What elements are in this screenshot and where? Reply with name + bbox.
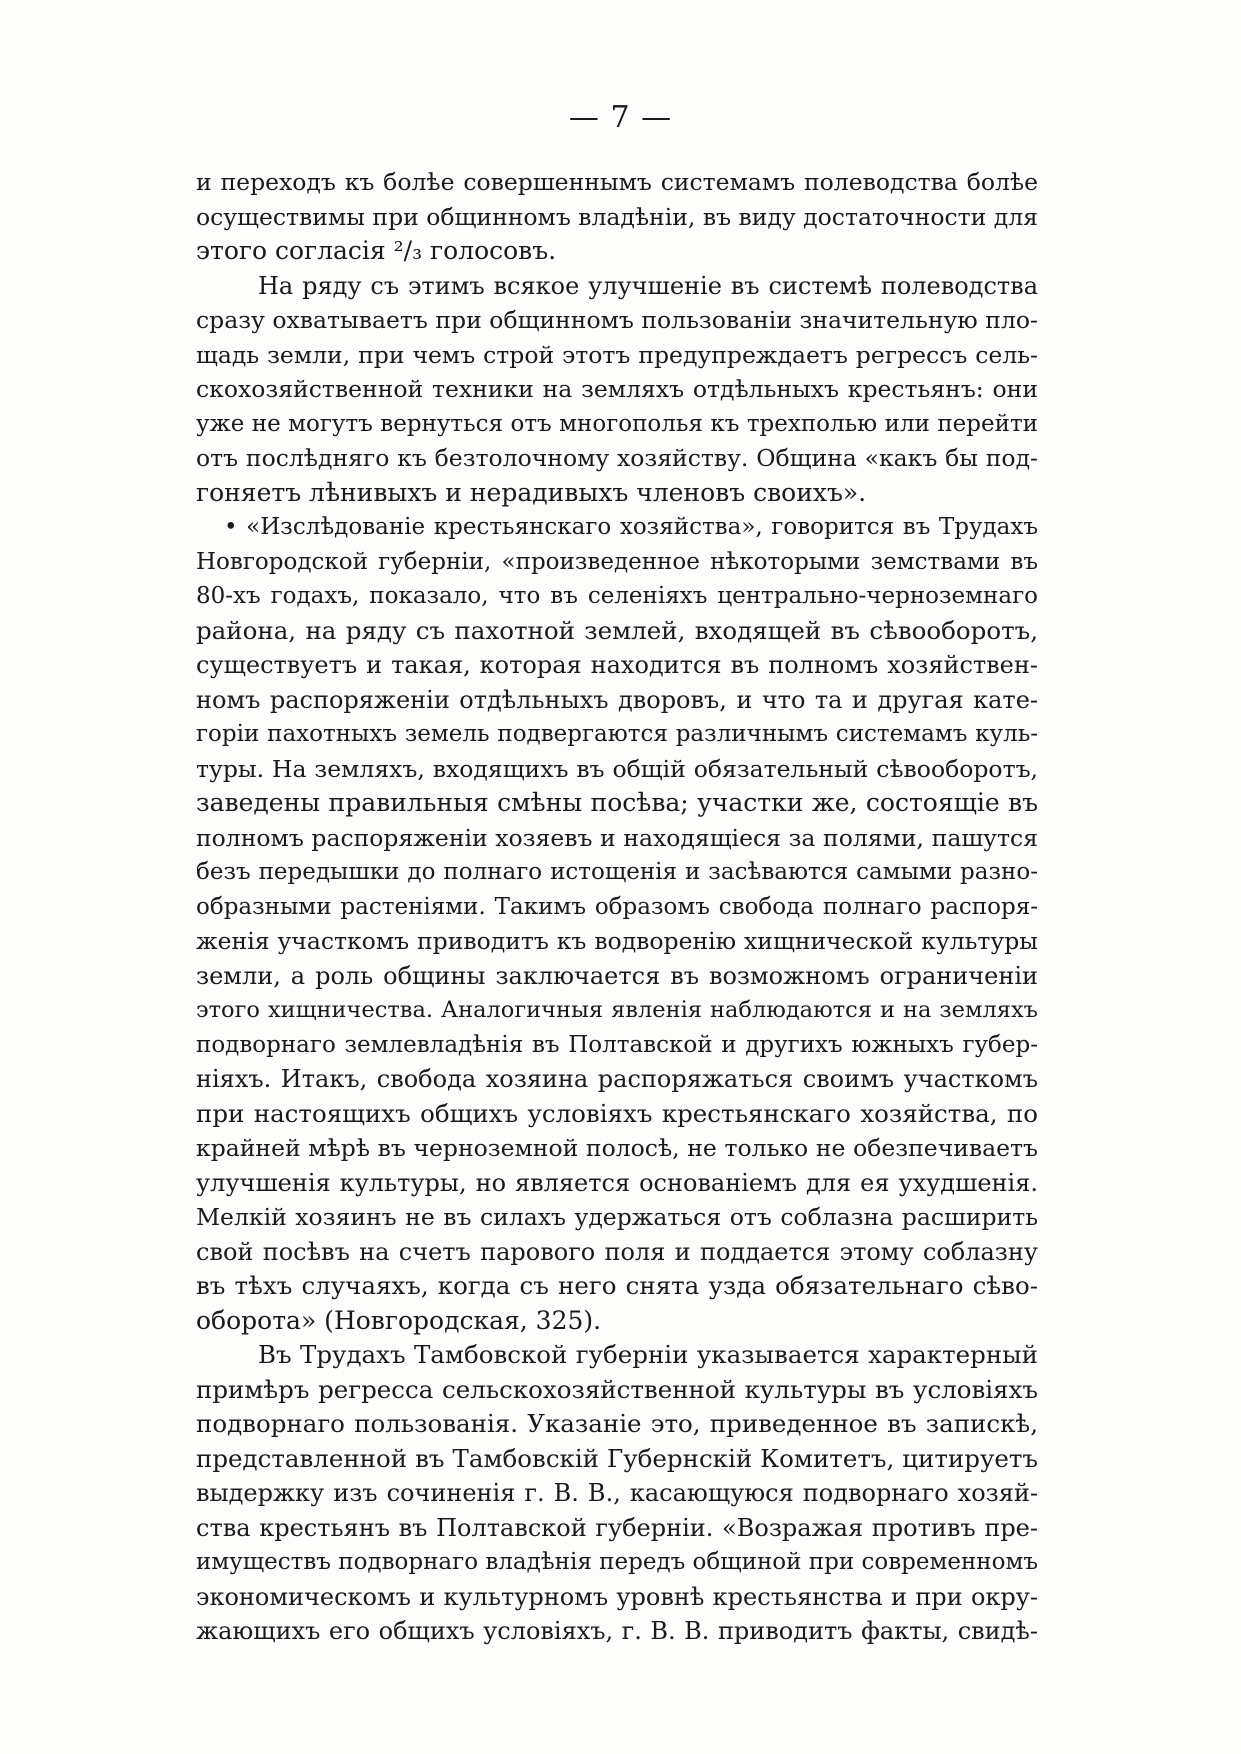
text-line: земли, а роль общины заключается въ возможномъ ограниченіи: [196, 961, 1038, 990]
text-line: этого хищничества. Аналогичныя явленія наблюдаются и на земляхъ: [196, 997, 1038, 1023]
paragraph-3: [196, 510, 1038, 1338]
text-line: и переходъ къ болѣе совершеннымъ системамъ полеводства болѣе: [196, 168, 1038, 196]
text-line: полномъ распоряженіи хозяевъ и находящіеся за полями, пашутся: [196, 823, 1038, 852]
page-number: — 7 —: [568, 100, 673, 135]
text-line: экономическомъ и культурномъ уровнѣ крестьянства и при окру-: [196, 1582, 1038, 1611]
text-line: крайней мѣрѣ въ черноземной полосѣ, не только не обезпечиваетъ: [196, 1134, 1038, 1162]
text-line: жающихъ его общихъ условіяхъ, г. В. В. приводитъ факты, свидѣ-: [196, 1617, 1038, 1645]
text-line: Новгородской губерніи, «произведенное нѣкоторыми земствами въ: [196, 548, 1038, 575]
text-line: уже не могутъ вернуться отъ многополья къ трехполью или перейти: [196, 410, 1038, 437]
text-line: образными растеніями. Такимъ образомъ свобода полнаго распоря-: [196, 893, 1038, 920]
text-line: существуетъ и такая, которая находится въ полномъ хозяйствен-: [196, 651, 1038, 679]
text-line: отъ послѣдняго къ безтолочному хозяйству. Община «какъ бы под-: [196, 444, 1038, 472]
text-line: номъ распоряженіи отдѣльныхъ дворовъ, и что та и другая кате-: [196, 685, 1038, 714]
text-line: имуществъ подворнаго владѣнія передъ общиной при современномъ: [196, 1549, 1039, 1575]
text-line: • «Изслѣдованіе крестьянскаго хозяйства», говорится въ Трудахъ: [224, 514, 1038, 540]
text-line: свой посѣвъ на счетъ парового поля и поддается этому соблазну: [196, 1237, 1038, 1266]
text-line: при настоящихъ общихъ условіяхъ крестьянскаго хозяйства, по: [196, 1098, 1038, 1128]
text-line: выдержку изъ сочиненія г. В. В., касающуюся подворнаго хозяй-: [196, 1479, 1038, 1507]
text-line: улучшенія культуры, но является основаніемъ для ея ухудшенія.: [196, 1168, 1038, 1197]
text-line: гоняетъ лѣнивыхъ и нерадивыхъ членовъ своихъ».: [196, 477, 867, 507]
text-line: сразу охватываетъ при общинномъ пользованіи значительную пло-: [196, 306, 1038, 334]
body-text: [196, 165, 1038, 1649]
text-line: туры. На земляхъ, входящихъ въ общій обязательный сѣвооборотъ,: [196, 754, 1038, 783]
text-line: заведены правильныя смѣны посѣва; участки же, состоящіе въ: [196, 788, 1038, 817]
text-line: представленной въ Тамбовскій Губернскій Комитетъ, цитируетъ: [196, 1443, 1038, 1473]
text-line: Мелкій хозяинъ не въ силахъ удержаться отъ соблазна расширить: [196, 1203, 1038, 1231]
text-line: подворнаго пользованія. Указаніе это, приведенное въ запискѣ,: [196, 1409, 1038, 1438]
paragraph-4: [196, 1338, 1038, 1649]
text-line: скохозяйственной техники на земляхъ отдѣльныхъ крестьянъ: они: [196, 375, 1038, 403]
text-line: женія участкомъ приводитъ къ водворенію хищнической культуры: [196, 927, 1038, 955]
text-line: района, на ряду съ пахотной землей, входящей въ сѣвооборотъ,: [196, 615, 1038, 645]
text-line: Въ Трудахъ Тамбовской губерніи указывается характерный: [258, 1340, 1038, 1369]
text-line: щадь земли, при чемъ строй этотъ предупреждаетъ регрессъ сель-: [196, 340, 1038, 369]
text-line: На ряду съ этимъ всякое улучшеніе въ системѣ полеводства: [258, 271, 1038, 300]
text-line: горіи пахотныхъ земель подвергаются различнымъ системамъ куль-: [196, 721, 1038, 747]
paragraph-2: [196, 269, 1038, 511]
text-line: ства крестьянъ въ Полтавской губерніи. «Возражая противъ пре-: [196, 1513, 1038, 1542]
text-line: 80-хъ годахъ, показало, что въ селеніяхъ центрально-черноземнаго: [196, 583, 1038, 609]
text-line: ніяхъ. Итакъ, свобода хозяина распоряжаться своимъ участкомъ: [196, 1065, 1038, 1093]
text-line: безъ передышки до полнаго истощенія и засѣваются самыми разно-: [196, 859, 1038, 885]
text-line: этого согласія ²/₃ голосовъ.: [196, 236, 557, 265]
paragraph-1: [196, 165, 1038, 269]
text-line: въ тѣхъ случаяхъ, когда съ него снята узда обязательнаго сѣво-: [196, 1271, 1038, 1300]
text-line: подворнаго землевладѣнія въ Полтавской и другихъ южныхъ губер-: [196, 1031, 1038, 1058]
text-line: осуществимы при общинномъ владѣніи, въ виду достаточности для: [196, 202, 1038, 231]
text-line: оборота» (Новгородская, 325).: [196, 1305, 602, 1335]
text-line: примѣръ регресса сельскохозяйственной культуры въ условіяхъ: [196, 1374, 1038, 1404]
